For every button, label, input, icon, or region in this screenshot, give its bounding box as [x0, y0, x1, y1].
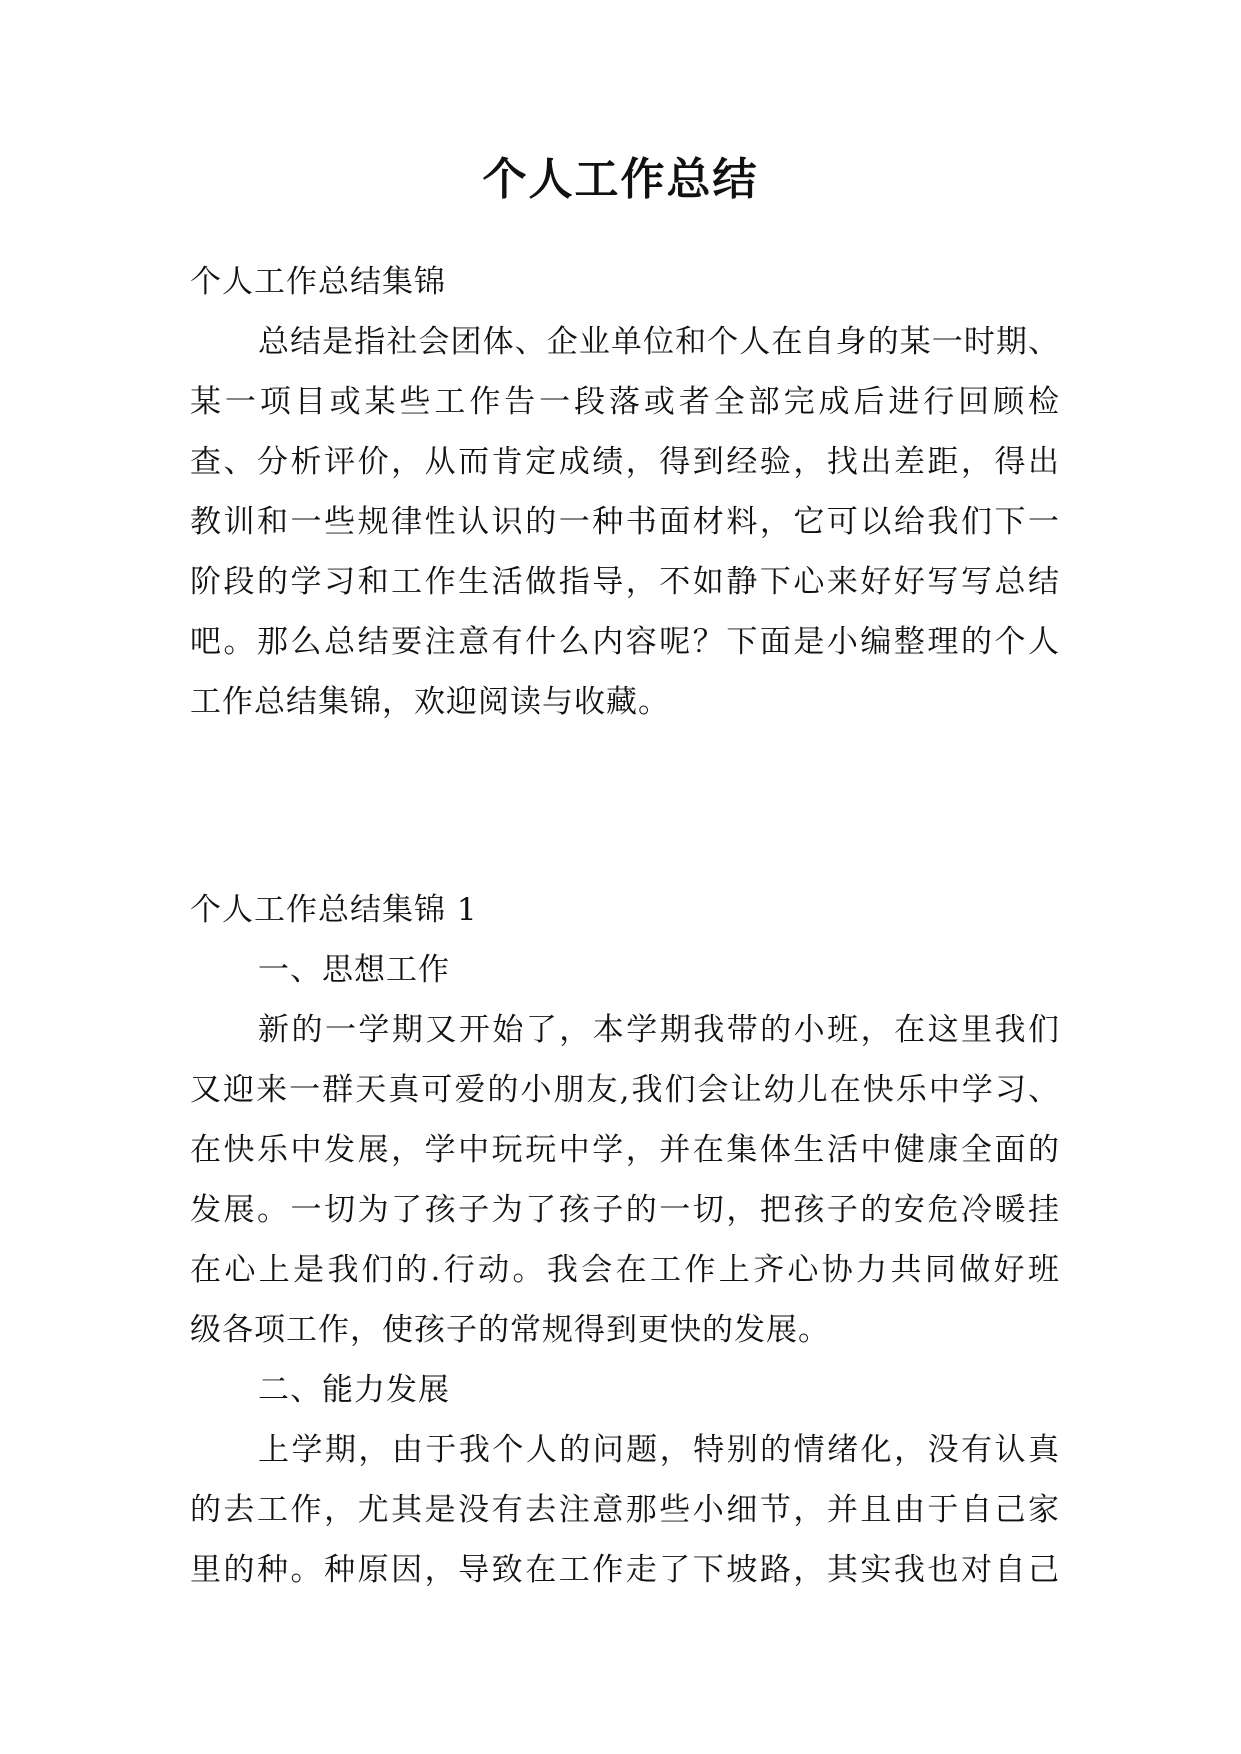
paragraph-line: 上学期，由于我个人的问题，特别的情绪化，没有认真 [258, 1432, 1060, 1468]
paragraph-line: 吧。那么总结要注意有什么内容呢？下面是小编整理的个人 [190, 624, 1060, 660]
paragraph-line: 发展。一切为了孩子为了孩子的一切，把孩子的安危冷暖挂 [190, 1192, 1060, 1228]
paragraph-line: 的去工作，尤其是没有去注意那些小细节，并且由于自己家 [190, 1492, 1060, 1528]
paragraph-line: 教训和一些规律性认识的一种书面材料，它可以给我们下一 [190, 504, 1060, 540]
paragraph-line: 新的一学期又开始了，本学期我带的小班，在这里我们 [258, 1012, 1060, 1048]
subheading-ability-development: 二、能力发展 [258, 1372, 450, 1408]
paragraph-line: 总结是指社会团体、企业单位和个人在自身的某一时期、 [258, 324, 1060, 360]
paragraph-line: 工作总结集锦，欢迎阅读与收藏。 [190, 684, 670, 720]
paragraph-line: 又迎来一群天真可爱的小朋友,我们会让幼儿在快乐中学习、 [190, 1072, 1060, 1108]
document-title: 个人工作总结 [482, 154, 759, 205]
paragraph-line: 阶段的学习和工作生活做指导，不如静下心来好好写写总结 [190, 564, 1060, 600]
paragraph-line: 在心上是我们的.行动。我会在工作上齐心协力共同做好班 [190, 1252, 1060, 1288]
section-1 [190, 880, 1060, 1600]
subheading-thought-work: 一、思想工作 [258, 952, 450, 988]
intro-heading: 个人工作总结集锦 [190, 264, 446, 300]
intro-section [190, 252, 1060, 732]
section-heading: 个人工作总结集锦 1 [190, 892, 478, 928]
paragraph-line: 查、分析评价，从而肯定成绩，得到经验，找出差距，得出 [190, 444, 1060, 480]
paragraph-line: 级各项工作，使孩子的常规得到更快的发展。 [190, 1312, 830, 1348]
paragraph-line: 在快乐中发展，学中玩玩中学，并在集体生活中健康全面的 [190, 1132, 1060, 1168]
paragraph-line: 里的种。种原因，导致在工作走了下坡路，其实我也对自己 [190, 1552, 1060, 1588]
paragraph-line: 某一项目或某些工作告一段落或者全部完成后进行回顾检 [190, 384, 1060, 420]
